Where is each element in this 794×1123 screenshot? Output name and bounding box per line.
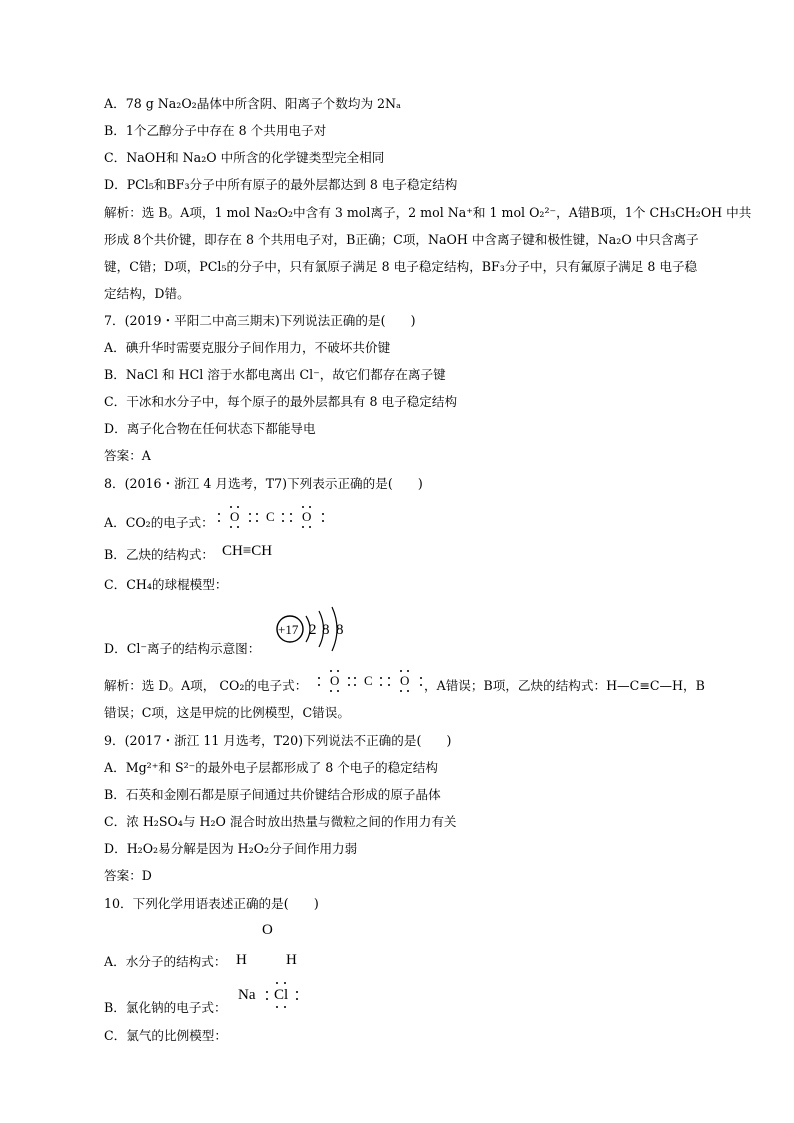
q8-analysis-line-2: 错误；C项，这是甲烷的比例模型，C错误。 [104,705,350,720]
q8-analysis-o-right: O [400,673,410,688]
q9-answer: 答案：D [104,868,152,883]
q8-co2-electron-formula [218,506,328,530]
q8-analysis-co2-formula [318,670,424,694]
q8-co2-o-right: O [302,509,312,524]
q10-water-structural-formula [232,920,302,970]
q10-nacl-electron-formula [236,980,306,1010]
q6-analysis-line-2: 形成 8个共价键，即存在 8 个共用电子对，B正确；C项，NaOH 中含离子键和极性键，Na₂O 中只含离子 [104,232,699,247]
q7-option-c: C．干冰和水分子中，每个原子的最外层都具有 8 电子稳定结构 [104,394,458,409]
q8-stem: 8．(2016・浙江 4 月选考，T7)下列表示正确的是( ) [104,476,423,491]
q7-option-d: D．离子化合物在任何状态下都能导电 [104,421,316,436]
q9-option-c: C．浓 H₂SO₄与 H₂O 混合时放出热量与微粒之间的作用力有关 [104,814,457,829]
q10-stem: 10．下列化学用语表述正确的是( ) [104,896,319,911]
q8-option-c: C．CH₄的球棍模型： [104,577,228,592]
q9-option-d: D．H₂O₂易分解是因为 H₂O₂分子间作用力弱 [104,841,358,856]
q8-cl-nucleus-label: +17 [278,622,299,637]
q8-cl-shell-2: 8 [322,622,330,638]
q10-water-o: O [262,922,273,938]
q8-option-b: B．乙炔的结构式： [104,547,215,562]
q8-option-d: D．Cl⁻离子的结构示意图： [104,641,261,656]
q10-nacl-cl: Cl [274,987,289,1003]
q9-option-a: A．Mg²⁺和 S²⁻的最外电子层都形成了 8 个电子的稳定结构 [104,760,438,775]
q8-acetylene-formula: CH≡CH [222,543,273,559]
q8-option-a: A．CO₂的电子式： [104,515,214,530]
q7-option-b: B．NaCl 和 HCl 溶于水都电离出 Cl⁻，故它们都存在离子键 [104,367,446,382]
q8-analysis-line-1a: 解析：选 D。A项， CO₂的电子式： [104,678,308,693]
q8-cl-ion-structure-diagram [270,602,360,652]
q7-answer: 答案：A [104,448,151,463]
q10-option-b: B．氯化钠的电子式： [104,1000,227,1015]
q6-option-c: C．NaOH和 Na₂O 中所含的化学键类型完全相同 [104,150,385,165]
q6-option-a: A．78 g Na₂O₂晶体中所含阴、阳离子个数均为 2Nₐ [104,96,401,111]
q8-cl-shell-3: 8 [336,622,344,638]
q8-cl-shell-1: 2 [309,622,317,638]
q8-analysis-line-1b: ，A错误；B项，乙炔的结构式：H—C≡C—H，B [424,678,705,693]
q10-nacl-na: Na [238,987,256,1003]
q6-analysis-line-3: 键，C错；D项，PCl₅的分子中，只有氯原子满足 8 电子稳定结构，BF₃分子中，只有氟原子满足 8 电子稳 [104,259,698,274]
q9-stem: 9．(2017・浙江 11 月选考，T20)下列说法不正确的是( ) [104,733,452,748]
q10-option-a: A．水分子的结构式： [104,954,227,969]
q6-analysis-line-4: 定结构，D错。 [104,286,190,301]
q8-analysis-o-left: O [330,673,340,688]
q10-option-c: C．氯气的比例模型： [104,1028,227,1043]
q6-analysis-line-1: 解析：选 B。A项，1 mol Na₂O₂中含有 3 mol离子，2 mol Na⁺和 1 mol O₂²⁻，A错B项，1个 CH₃CH₂OH 中共 [104,205,752,220]
q6-option-b: B．1个乙醇分子中存在 8 个共用电子对 [104,123,327,138]
q10-water-h-right: H [286,952,297,968]
q9-option-b: B．石英和金刚石都是原子间通过共价键结合形成的原子晶体 [104,787,441,802]
q8-co2-c: C [266,509,275,524]
q6-option-d: D．PCl₅和BF₃分子中所有原子的最外层都达到 8 电子稳定结构 [104,177,458,192]
q7-stem: 7．(2019・平阳二中高三期末)下列说法正确的是( ) [104,313,416,328]
q10-water-h-left: H [236,952,247,968]
q8-co2-o-left: O [230,509,240,524]
q7-option-a: A．碘升华时需要克服分子间作用力，不破坏共价键 [104,340,391,355]
q8-analysis-c: C [364,673,373,688]
